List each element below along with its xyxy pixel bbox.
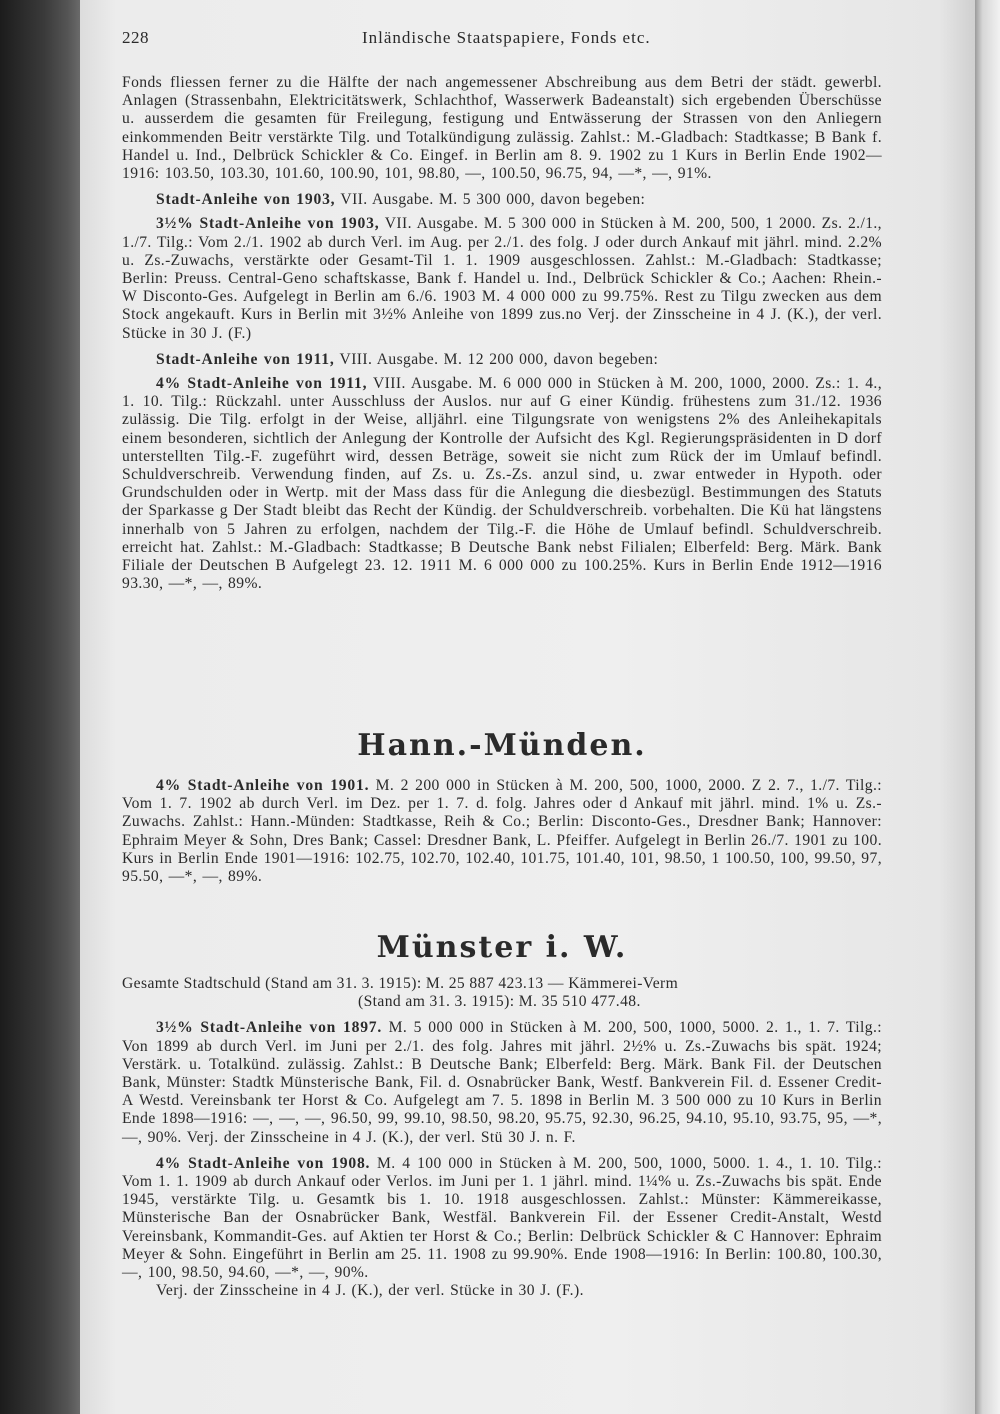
paragraph-hann-1901-bold: 4% Stadt-Anleihe von 1901. [156, 777, 370, 794]
city-heading-muenster: Münster i. W. [376, 930, 628, 965]
stand-line-2: (Stand am 31. 3. 1915): M. 35 510 477.48. [358, 993, 641, 1011]
section-muenster [122, 930, 882, 1300]
heading-anleihe-1911 [122, 351, 882, 369]
heading-anleihe-1903 [122, 191, 882, 209]
paragraph-muenster-1897-bold: 3½% Stadt-Anleihe von 1897. [156, 1019, 383, 1037]
paragraph-anleihe-1903 [122, 215, 882, 342]
heading-anleihe-1903-rest: VII. Ausgabe. M. 5 300 000, davon begeben: [335, 191, 646, 209]
section-gladbach-continued [122, 74, 882, 593]
paragraph-muenster-1908 [122, 1155, 882, 1282]
book-spine-shadow [0, 0, 80, 1414]
paragraph-hann-1901 [122, 777, 882, 886]
stand-line-1: Gesamte Stadtschuld (Stand am 31. 3. 1915): M. 25 887 423.13 — Kämmerei-Verm [122, 975, 679, 992]
paragraph-muenster-1908-last: Verj. der Zinsscheine in 4 J. (K.), der verl. Stücke in 30 J. (F.). [156, 1282, 584, 1300]
paragraph-muenster-1897-rest: M. 5 000 000 in Stücken à M. 200, 500, 1000, 5000. 2. 1., 1. 7. Tilg.: Von 1899 ab durch Verl. im Juni per 2./1. des folg. Jahres mit jährl. 2½% u. Zs.-Zuwachs bis spät. 1924; Verstärk. u. Totalkünd. zulässig. Zahlst.: B Deutsche Bank; Elberfeld: Berg. Märk. Bank Fil. der Deutschen Bank, Münster: Stadtk Münsterische Bank, Fil. d. Osnabrücker Bank, Westf. Bankverein Fil. d. Essener Credit-A Westd. Vereinsbank ter Horst & Co. Aufgelegt am 7. 5. 1898 in Berlin M. 3 500 000 zu 10 Kurs in Berlin Ende 1898—1916: —, —, —, 96.50, 99, 99.10, 98.50, 98.20, 95.75, 92.30, 96.25, 94.10, 95.10, 93.75, 95, —*, —, 90%. Verj. der Zinsscheine in 4 J. (K.), der verl. Stü 30 J. n. F. [122, 1019, 882, 1146]
paragraph-anleihe-1911-bold: 4% Stadt-Anleihe von 1911, [156, 375, 368, 393]
page-right-edge [975, 0, 1000, 1414]
heading-anleihe-1903-bold: Stadt-Anleihe von 1903, [156, 191, 336, 209]
paragraph-anleihe-1911-rest: VIII. Ausgabe. M. 6 000 000 in Stücken à M. 200, 1000, 2000. Zs.: 1. 4., 1. 10. Tilg.: Rückzahl. unter Ausschluss der Auslos. nur auf G einer Kündig. frühestens zum 31./12. 1936 zulässig. Die Tilg. erfolgt in der Weise, alljährl. eine Tilgungsrate von wenigstens 2% des Anleihekapitals einem besonderen, sichtlich der Anlegung der Kontrolle der Aufsicht des Kgl. Regierungspräsidenten in D dorf unterstellten Tilg.-F. zugeführt wird, dessen Beträge, soweit sie nicht zum Rück der im Umlauf befindl. Schuldverschreib. Verwendung finden, auf Zs. u. Zs.-Zs. anzul sind, u. zwar entweder in Hypoth. oder Grundschulden oder in Wertp. mit der Mass dass für die Anlegung die diesbezügl. Bestimmungen des Statuts der Sparkasse g Der Stadt bleibt das Recht der Kündig. der Schuldverschreib. vorbehalten. Die Kü hat längstens innerhalb von 5 Jahren zu erfolgen, nachdem der Tilg.-F. die Höhe de Umlauf befindl. Schuldverschreib. erreicht hat. Zahlst.: M.-Gladbach: Stadtkasse; B Deutsche Bank nebst Filialen; Elberfeld: Berg. Märk. Bank Filiale der Deutschen B Aufgelegt 23. 12. 1911 M. 6 000 000 zu 100.25%. Kurs in Berlin Ende 1912—1916 93.30, —*, —, 89%. [122, 375, 882, 593]
paragraph-anleihe-1911 [122, 375, 882, 593]
paragraph-hann-1901-rest: M. 2 200 000 in Stücken à M. 200, 500, 1000, 2000. Z 2. 7., 1./7. Tilg.: Vom 1. 7. 1902 ab durch Verl. im Dez. per 1. 7. d. folg. Jahres oder d Ankauf mit jährl. mind. 1% u. Zs.-Zuwachs. Zahlst.: Hann.-Münden: Stadtkasse, Reih & Co.; Berlin: Disconto-Ges., Dresdner Bank; Hannover: Ephraim Meyer & Sohn, Dres Bank; Cassel: Dresdner Bank, L. Pfeiffer. Aufgelegt in Berlin 26./7. 1901 zu 100. Kurs in Berlin Ende 1901—1916: 102.75, 102.70, 102.40, 101.75, 101.40, 101, 98.50, 1 100.50, 100, 99.50, 97, 95.50, —*, —, 89%. [122, 777, 882, 886]
paragraph-anleihe-1903-bold: 3½% Stadt-Anleihe von 1903, [156, 215, 380, 233]
section-hann-muenden [122, 728, 882, 886]
paragraph-muenster-1908-bold: 4% Stadt-Anleihe von 1908. [156, 1154, 371, 1172]
page-header [122, 28, 882, 50]
running-title: Inländische Staatspapiere, Fonds etc. [362, 28, 651, 47]
city-heading-hann-muenden: Hann.-Münden. [357, 728, 647, 763]
paragraph-muenster-1908-rest: M. 4 100 000 in Stücken à M. 200, 500, 1000, 5000. 1. 4., 1. 10. Tilg.: Vom 1. 1. 1909 ab durch Ankauf oder Verlos. im Juni per 1. 1 jährl. mind. 1¼% u. Zs.-Zuwachs bis spät. Ende 1945, verstärkte Tilg. u. Gesamtk bis 1. 10. 1918 ausgeschlossen. Zahlst.: Münster: Kämmereikasse, Münsterische Ban der Osnabrücker Bank, Westfäl. Bankverein Fil. der Essener Credit-Anstalt, Westd Vereinsbank, Kommandit-Ges. auf Aktien ter Horst & Co.; Berlin: Delbrück Schickler & C Hannover: Ephraim Meyer & Sohn. Eingeführt in Berlin am 25. 11. 1908 zu 99.90%. Ende 1908—1916: In Berlin: 100.80, 100.30, —, 100, 98.50, 94.60, —*, —, 90%. [122, 1154, 882, 1282]
paragraph-fonds: Fonds fliessen ferner zu die Hälfte der nach angemessener Abschreibung aus dem Betri der städt. gewerbl. Anlagen (Strassenbahn, Elektricitätswerk, Schlachthof, Wasserwerk Badeanstalt) sich ergebenden Überschüsse u. ausserdem die gesamten für Freilegung, festigung und Entwässerung der Strassen von den Anliegern einkommenden Beitr verstärkte Tilg. und Totalkündigung zulässig. Zahlst.: M.-Gladbach: Stadtkasse; B Bank f. Handel u. Ind., Delbrück Schickler & Co. Eingef. in Berlin am 8. 9. 1902 zu 1 Kurs in Berlin Ende 1902—1916: 103.50, 103.30, 101.60, 100.90, 101, 98.80, —, 100.50, 96.75, 94, —*, —, 91%. [122, 74, 882, 183]
page-number: 228 [122, 28, 149, 47]
heading-anleihe-1911-bold: Stadt-Anleihe von 1911, [156, 350, 335, 368]
heading-anleihe-1911-rest: VIII. Ausgabe. M. 12 200 000, davon begeben: [334, 350, 659, 368]
paragraph-anleihe-1903-rest: VII. Ausgabe. M. 5 300 000 in Stücken à M. 200, 500, 1 2000. Zs. 2./1., 1./7. Tilg.: Vom 2./1. 1902 ab durch Verl. im Aug. per 2./1. des folg. J oder durch Ankauf mit jährl. mind. 2.2% u. Zs.-Zuwachs, verstärkte oder Gesamt-Til 1. 1. 1909 ausgeschlossen. Zahlst.: M.-Gladbach: Stadtkasse; Berlin: Preuss. Central-Geno schaftskasse, Bank f. Handel u. Ind., Delbrück Schickler & Co.; Aachen: Rhein.-W Disconto-Ges. Aufgelegt in Berlin am 6./6. 1903 M. 4 000 000 zu 99.75%. Rest zu Tilgu zwecken aus dem Stock angekauft. Kurs in Berlin mit 3½% Anleihe von 1899 zus.no Verj. der Zinsscheine in 4 J. (K.), der verl. Stücke in 30 J. (F.) [122, 215, 882, 342]
paragraph-muenster-1897 [122, 1019, 882, 1146]
